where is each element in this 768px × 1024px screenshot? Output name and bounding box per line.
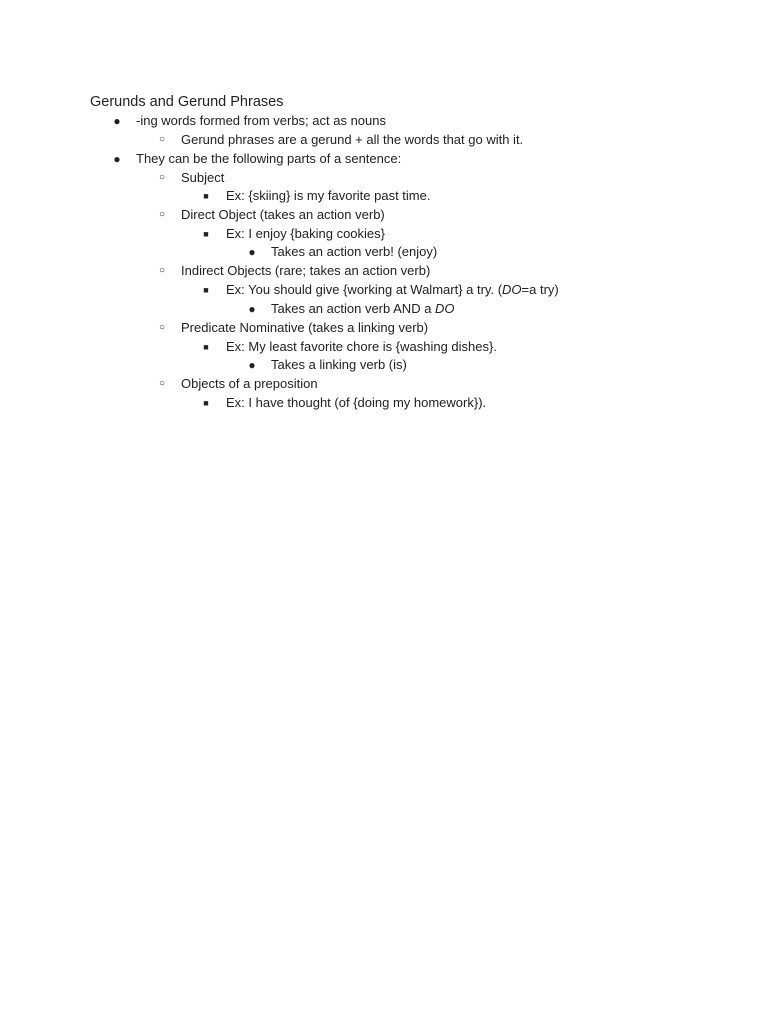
circle-bullet-icon: ○ [158,134,166,145]
list-item-text: Direct Object (takes an action verb) [181,207,385,222]
document-title: Gerunds and Gerund Phrases [90,94,284,110]
square-bullet-icon: ■ [203,229,209,239]
circle-bullet-icon: ○ [158,172,166,183]
square-bullet-icon: ■ [203,285,209,295]
list-item-text: Ex: I have thought (of {doing my homework}). [226,395,487,410]
disc-bullet-icon: ● [113,114,121,128]
list-item-text: Ex: I enjoy {baking cookies} [226,226,385,241]
list-item-text: Takes a linking verb (is) [271,357,407,372]
circle-bullet-icon: ○ [158,209,166,220]
disc-bullet-icon: ● [248,358,256,372]
list-item-text: Gerund phrases are a gerund + all the words that go with it. [181,132,524,147]
list-item-text: Subject [181,170,225,185]
list-item-text: They can be the following parts of a sentence: [136,151,402,166]
list-item-text: -ing words formed from verbs; act as nouns [136,113,386,128]
square-bullet-icon: ■ [203,342,209,352]
square-bullet-icon: ■ [203,398,209,408]
example-text: Ex: You should give {working at Walmart} a try. ( [226,282,503,297]
list-item-text: Ex: My least favorite chore is {washing dishes}. [226,339,497,354]
disc-bullet-icon: ● [248,302,256,316]
square-bullet-icon: ■ [203,191,209,201]
do-abbreviation: DO [435,301,455,316]
list-item-text: Objects of a preposition [181,376,318,391]
list-item-text: Takes an action verb! (enjoy) [271,244,438,259]
list-item-text: Ex: {skiing} is my favorite past time. [226,188,431,203]
list-item-text [226,281,559,299]
circle-bullet-icon: ○ [158,322,166,333]
list-item-text: Predicate Nominative (takes a linking verb) [181,320,429,335]
disc-bullet-icon: ● [248,245,256,259]
note-text: Takes an action verb AND a [271,301,436,316]
do-abbreviation: DO [502,282,522,297]
circle-bullet-icon: ○ [158,378,166,389]
disc-bullet-icon: ● [113,152,121,166]
list-item-text: Indirect Objects (rare; takes an action verb) [181,263,431,278]
list-item-text [271,300,455,318]
example-text: =a try) [521,282,559,297]
circle-bullet-icon: ○ [158,265,166,276]
